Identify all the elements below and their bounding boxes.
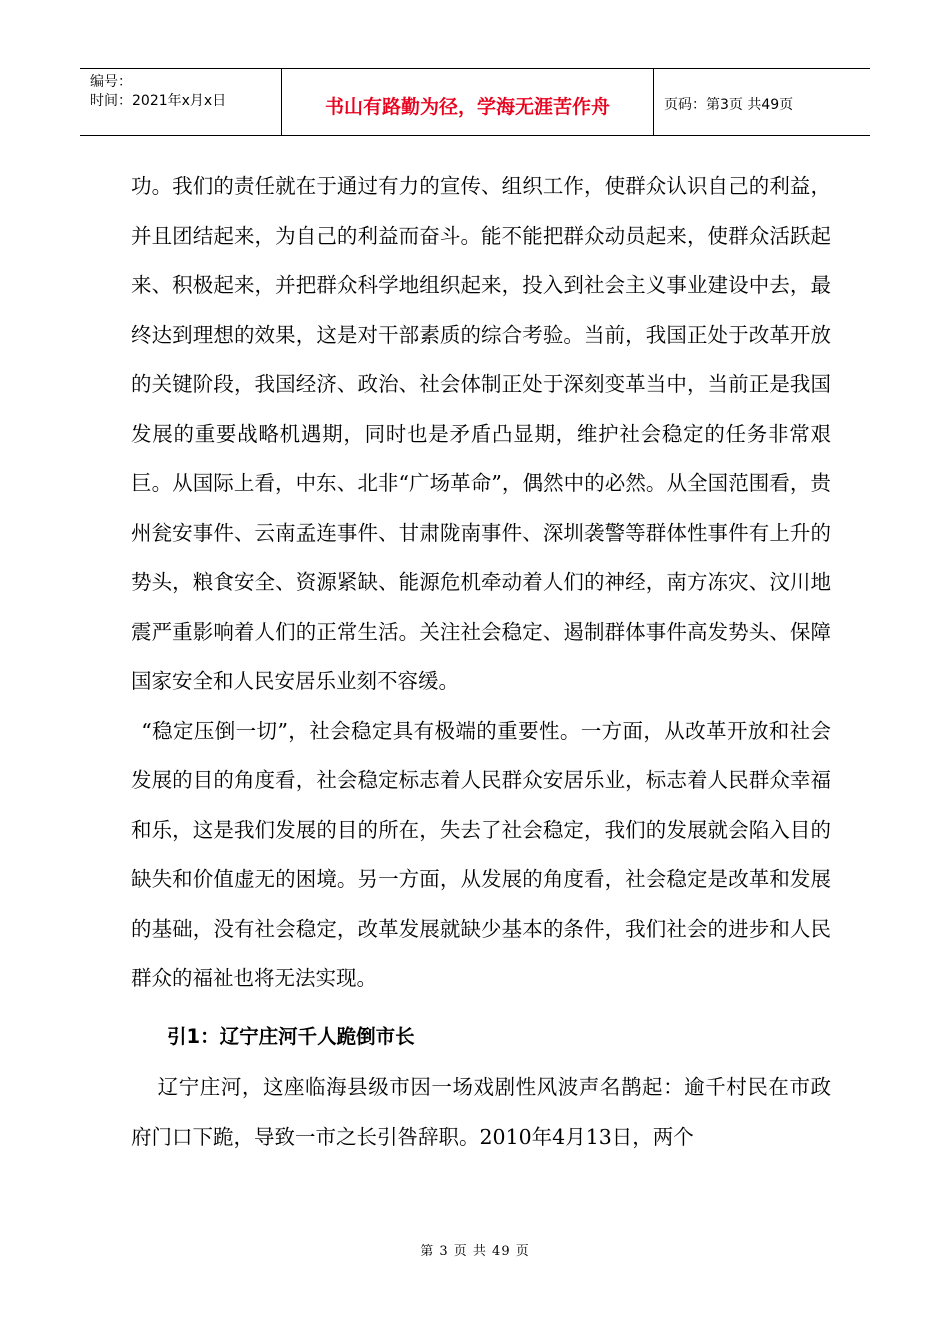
document-number: 编号： — [90, 74, 132, 90]
document-body — [131, 162, 831, 1162]
body-paragraph: 辽宁庄河，这座临海县级市因一场戏剧性风波声名鹊起：逾千村民在市政府门口下跪，导致一市之长引咎辞职。2010年4月13日，两个 — [131, 1075, 831, 1149]
body-paragraph: 功。我们的责任就在于通过有力的宣传、组织工作，使群众认识自己的利益，并且团结起来，为自己的利益而奋斗。能不能把群众动员起来，使群众活跃起来、积极起来，并把群众科学地组织起来，投入到社会主义事业建设中去，最终达到理想的效果，这是对干部素质的综合考验。当前，我国正处于改革开放的关键阶段，我国经济、政治、社会体制正处于深刻变革当中，当前正是我国发展的重要战略机遇期，同时也是矛盾凸显期，维护社会稳定的任务非常艰巨。从国际上看，中东、北非“广场革命”，偶然中的必然。从全国范围看，贵州瓮安事件、云南孟连事件、甘肃陇南事件、深圳袭警等群体性事件有上升的势头，粮食安全、资源紧缺、能源危机牵动着人们的神经，南方冻灾、汶川地震严重影响着人们的正常生活。关注社会稳定、遏制群体事件高发势头、保障国家安全和人民安居乐业刻不容缓。 — [131, 174, 831, 693]
page-header — [80, 68, 870, 136]
body-paragraph: “稳定压倒一切”，社会稳定具有极端的重要性。一方面，从改革开放和社会发展的目的角度看，社会稳定标志着人民群众安居乐业，标志着人民群众幸福和乐，这是我们发展的目的所在，失去了社会稳定，我们的发展就会陷入目的缺失和价值虚无的困境。另一方面，从发展的角度看，社会稳定是改革和发展的基础，没有社会稳定，改革发展就缺少基本的条件，我们社会的进步和人民群众的福祉也将无法实现。 — [131, 718, 831, 990]
header-page-info: 页码：第3页 共49页 — [664, 97, 794, 113]
document-time: 时间：2021年x月x日 — [90, 93, 227, 109]
header-meta — [80, 69, 282, 135]
header-motto: 书山有路勤为径，学海无涯苦作舟 — [282, 69, 654, 135]
section-heading: 引1：辽宁庄河千人跪倒市长 — [167, 1024, 415, 1048]
page-footer: 第 3 页 共 49 页 — [420, 1244, 530, 1259]
